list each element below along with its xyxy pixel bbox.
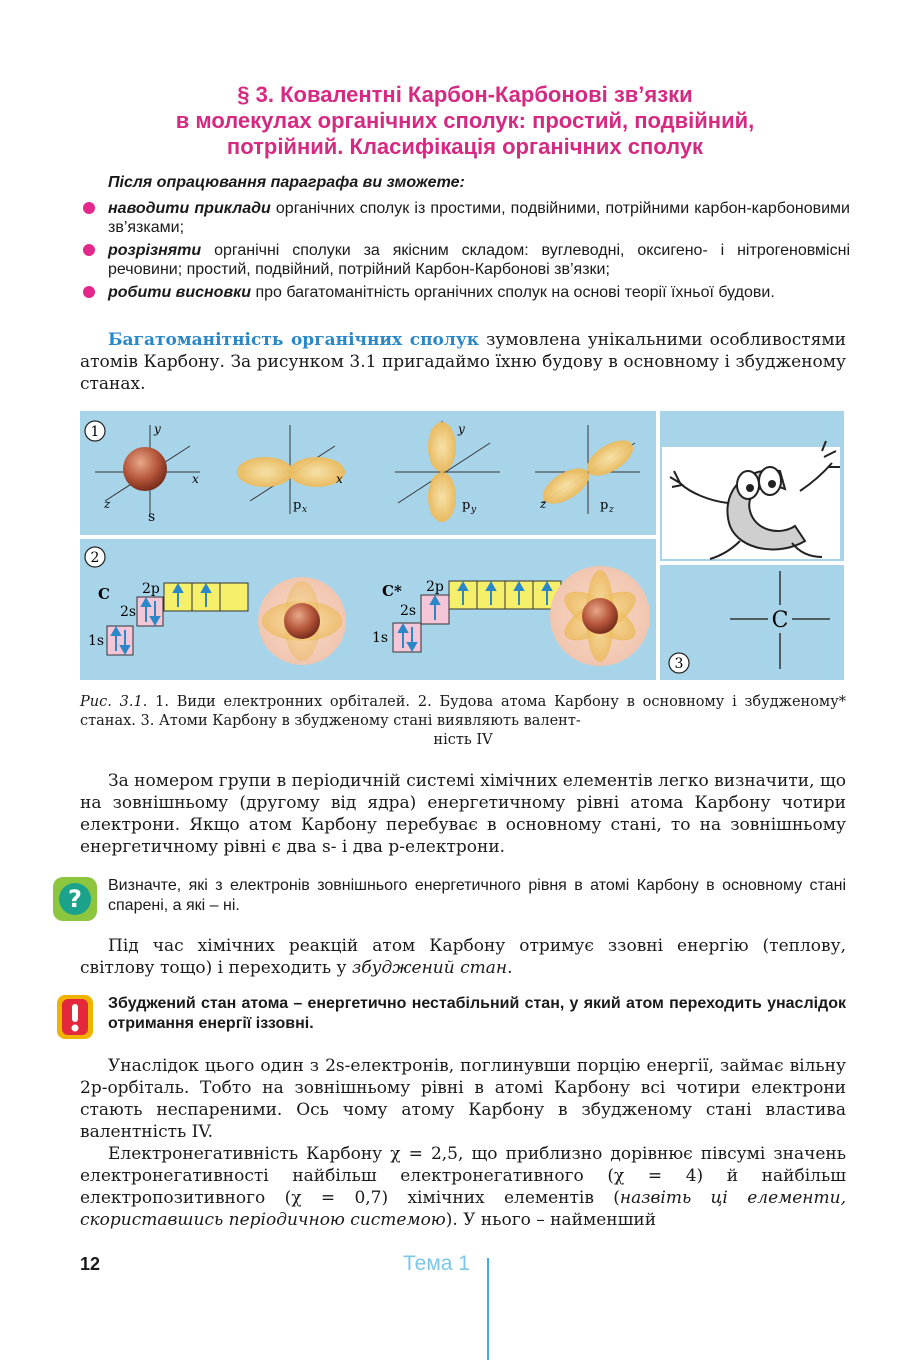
orbital-label-px: p [293, 498, 302, 513]
footer-theme: Тема 1 [403, 1252, 470, 1275]
orbital-label-pz: p [600, 498, 609, 513]
orbital-label-py: p [462, 498, 471, 513]
svg-text:x: x [302, 505, 308, 515]
goal-item [80, 283, 850, 302]
paragraph-electronegativity: Електронегативність Карбону χ = 2,5, що приблизно дорівнює півсумі значень електронегативності найбільш електронегативного (χ = 4) й найбільш електропозитивного (χ = 0,7) хімічних елементів (назвіть ці елементи, скориставшись періодичною системою). У нього – найменший [80, 1144, 846, 1230]
paragraph-text: Під час хімічних реакцій атом Карбону отримує ззовні енергію (теплову, світлову тощо) і переходить у [80, 936, 846, 978]
section-title [80, 82, 850, 160]
page-number: 12 [80, 1254, 101, 1274]
caption-text: 1. Види електронних орбіталей. 2. Будова атома Карбону в основному і збудженому* станах. 3. Атоми Карбону в збудженому стані виявляють валент- [80, 694, 846, 729]
bullet-icon [83, 286, 95, 298]
svg-text:2p: 2p [142, 581, 160, 597]
svg-text:2p: 2p [426, 579, 444, 595]
svg-text:z: z [104, 497, 111, 511]
svg-text:1: 1 [90, 424, 100, 440]
question-icon [52, 876, 98, 922]
ground-state-config [88, 581, 248, 655]
pz-orbital [535, 425, 640, 515]
exclamation-icon [52, 994, 98, 1040]
carbon-symbol: C [771, 608, 789, 633]
orbital-label-s: s [148, 509, 156, 525]
footer-divider [487, 1258, 489, 1360]
carbon-cartoon [662, 441, 840, 559]
goal-text: органічні сполуки за якісним складом: вуглеводні, оксигено- і нітрогеновмісні речовини; простий, подвійний, потрійний Карбон-Карбонові зв’язки; [108, 242, 850, 278]
svg-text:C: C [98, 585, 110, 603]
paragraph-text: Електронегативність Карбону χ = 2,5, що приблизно дорівнює півсумі значень електронегативності найбільш електронегативного (χ = 4) й найбільш електропозитивного (χ = 0,7) хімічних елементів ( [80, 1144, 846, 1208]
bullet-icon [83, 202, 95, 214]
intro-highlight: Багатоманітність органічних сполук [108, 330, 480, 350]
bullet-icon [83, 244, 95, 256]
goal-text: про багатоманітність органічних сполук на основі теорії їхньої будови. [251, 284, 775, 301]
question-block [52, 876, 846, 922]
s-orbital [95, 422, 200, 525]
goal-verb: наводити приклади [108, 200, 271, 217]
paragraph-italic: назвіть ці елементи, скориставшись періодичною системою [80, 1188, 846, 1230]
definition-block [52, 994, 846, 1040]
goals-list [80, 199, 850, 306]
svg-text:1s: 1s [372, 630, 389, 646]
paragraph-italic: збуджений стан [351, 958, 508, 978]
svg-text:2: 2 [90, 550, 100, 566]
panel-number-3: 3 [674, 656, 684, 672]
paragraph-text: Унаслідок цього один з 2s-електронів, поглинувши порцію енергії, займає вільну 2p-орбіталь. Тобто на зовнішньому рівні в атомі Карбону всі чотири електрони стають неспареними. Ось чому атому Карбону в збудженому стані властива валентність IV. [80, 1056, 846, 1142]
title-line-2: в молекулах органічних сполук: простий, подвійний, [175, 108, 755, 133]
title-line-1: § 3. Ковалентні Карбон-Карбонові зв’язки [237, 82, 693, 107]
svg-text:2s: 2s [120, 604, 137, 620]
title-line-3: потрійний. Класифікація органічних сполук [226, 134, 704, 159]
figure-3-1 [80, 411, 844, 680]
goal-item [80, 241, 850, 279]
intro-text: зумовлена унікальними особливостями атомів Карбону. За рисунком 3.1 пригадаймо їхню будову в основному і збудженому станах. [80, 330, 846, 394]
question-text: Визначте, які з електронів зовнішнього енергетичного рівня в атомі Карбону в основному стані спарені, а які – ні. [108, 877, 846, 914]
caption-label: Рис. 3.1. [80, 694, 148, 710]
figure-caption [80, 693, 846, 750]
panel-number-2 [85, 547, 105, 567]
px-orbital [237, 425, 345, 515]
svg-text:y: y [471, 505, 477, 515]
svg-text:2s: 2s [400, 603, 417, 619]
carbon-valence-diagram [669, 571, 830, 673]
panel-number-1 [85, 421, 105, 441]
intro-paragraph [80, 329, 846, 395]
svg-text:?: ? [68, 885, 82, 913]
svg-text:1s: 1s [88, 633, 105, 649]
paragraph-electrons [80, 770, 846, 858]
svg-text:y: y [458, 422, 465, 436]
goals-heading: Після опрацювання параграфа ви зможете: [108, 174, 465, 191]
goal-item [80, 199, 850, 237]
ground-state-atom-model [258, 577, 346, 665]
svg-text:C*: C* [382, 582, 402, 600]
goal-verb: робити висновки [108, 284, 251, 301]
definition-text: Збуджений стан атома – енергетично нестабільний стан, у який атом переходить унаслідок отримання енергії іззовні. [108, 995, 846, 1032]
goal-verb: розрізняти [108, 242, 202, 259]
paragraph-valence [80, 1055, 846, 1143]
figure-drawing [80, 411, 844, 680]
caption-last-line: ність IV [433, 732, 493, 748]
excited-state-config [372, 579, 561, 652]
goal-text: органічних сполук із простими, подвійними, потрійними карбон-карбоновими зв’язками; [108, 200, 850, 236]
py-orbital [395, 421, 500, 522]
paragraph-text: За номером групи в періодичній системі хімічних елементів легко визначити, що на зовнішньому (другому від ядра) енергетичному рівні атома Карбону чотири електрони. Якщо атом Карбону перебуває в основному стані, то на зовнішньому енергетичному рівні є два s- і два p-електрони. [80, 771, 846, 857]
svg-text:x: x [336, 472, 343, 486]
svg-text:x: x [192, 472, 199, 486]
svg-text:z: z [609, 505, 614, 515]
svg-text:y: y [154, 422, 161, 436]
paragraph-excitation: Під час хімічних реакцій атом Карбону отримує ззовні енергію (теплову, світлову тощо) і переходить у збуджений стан. [80, 936, 846, 978]
svg-text:z: z [540, 497, 547, 511]
excited-state-atom-model [550, 566, 650, 666]
